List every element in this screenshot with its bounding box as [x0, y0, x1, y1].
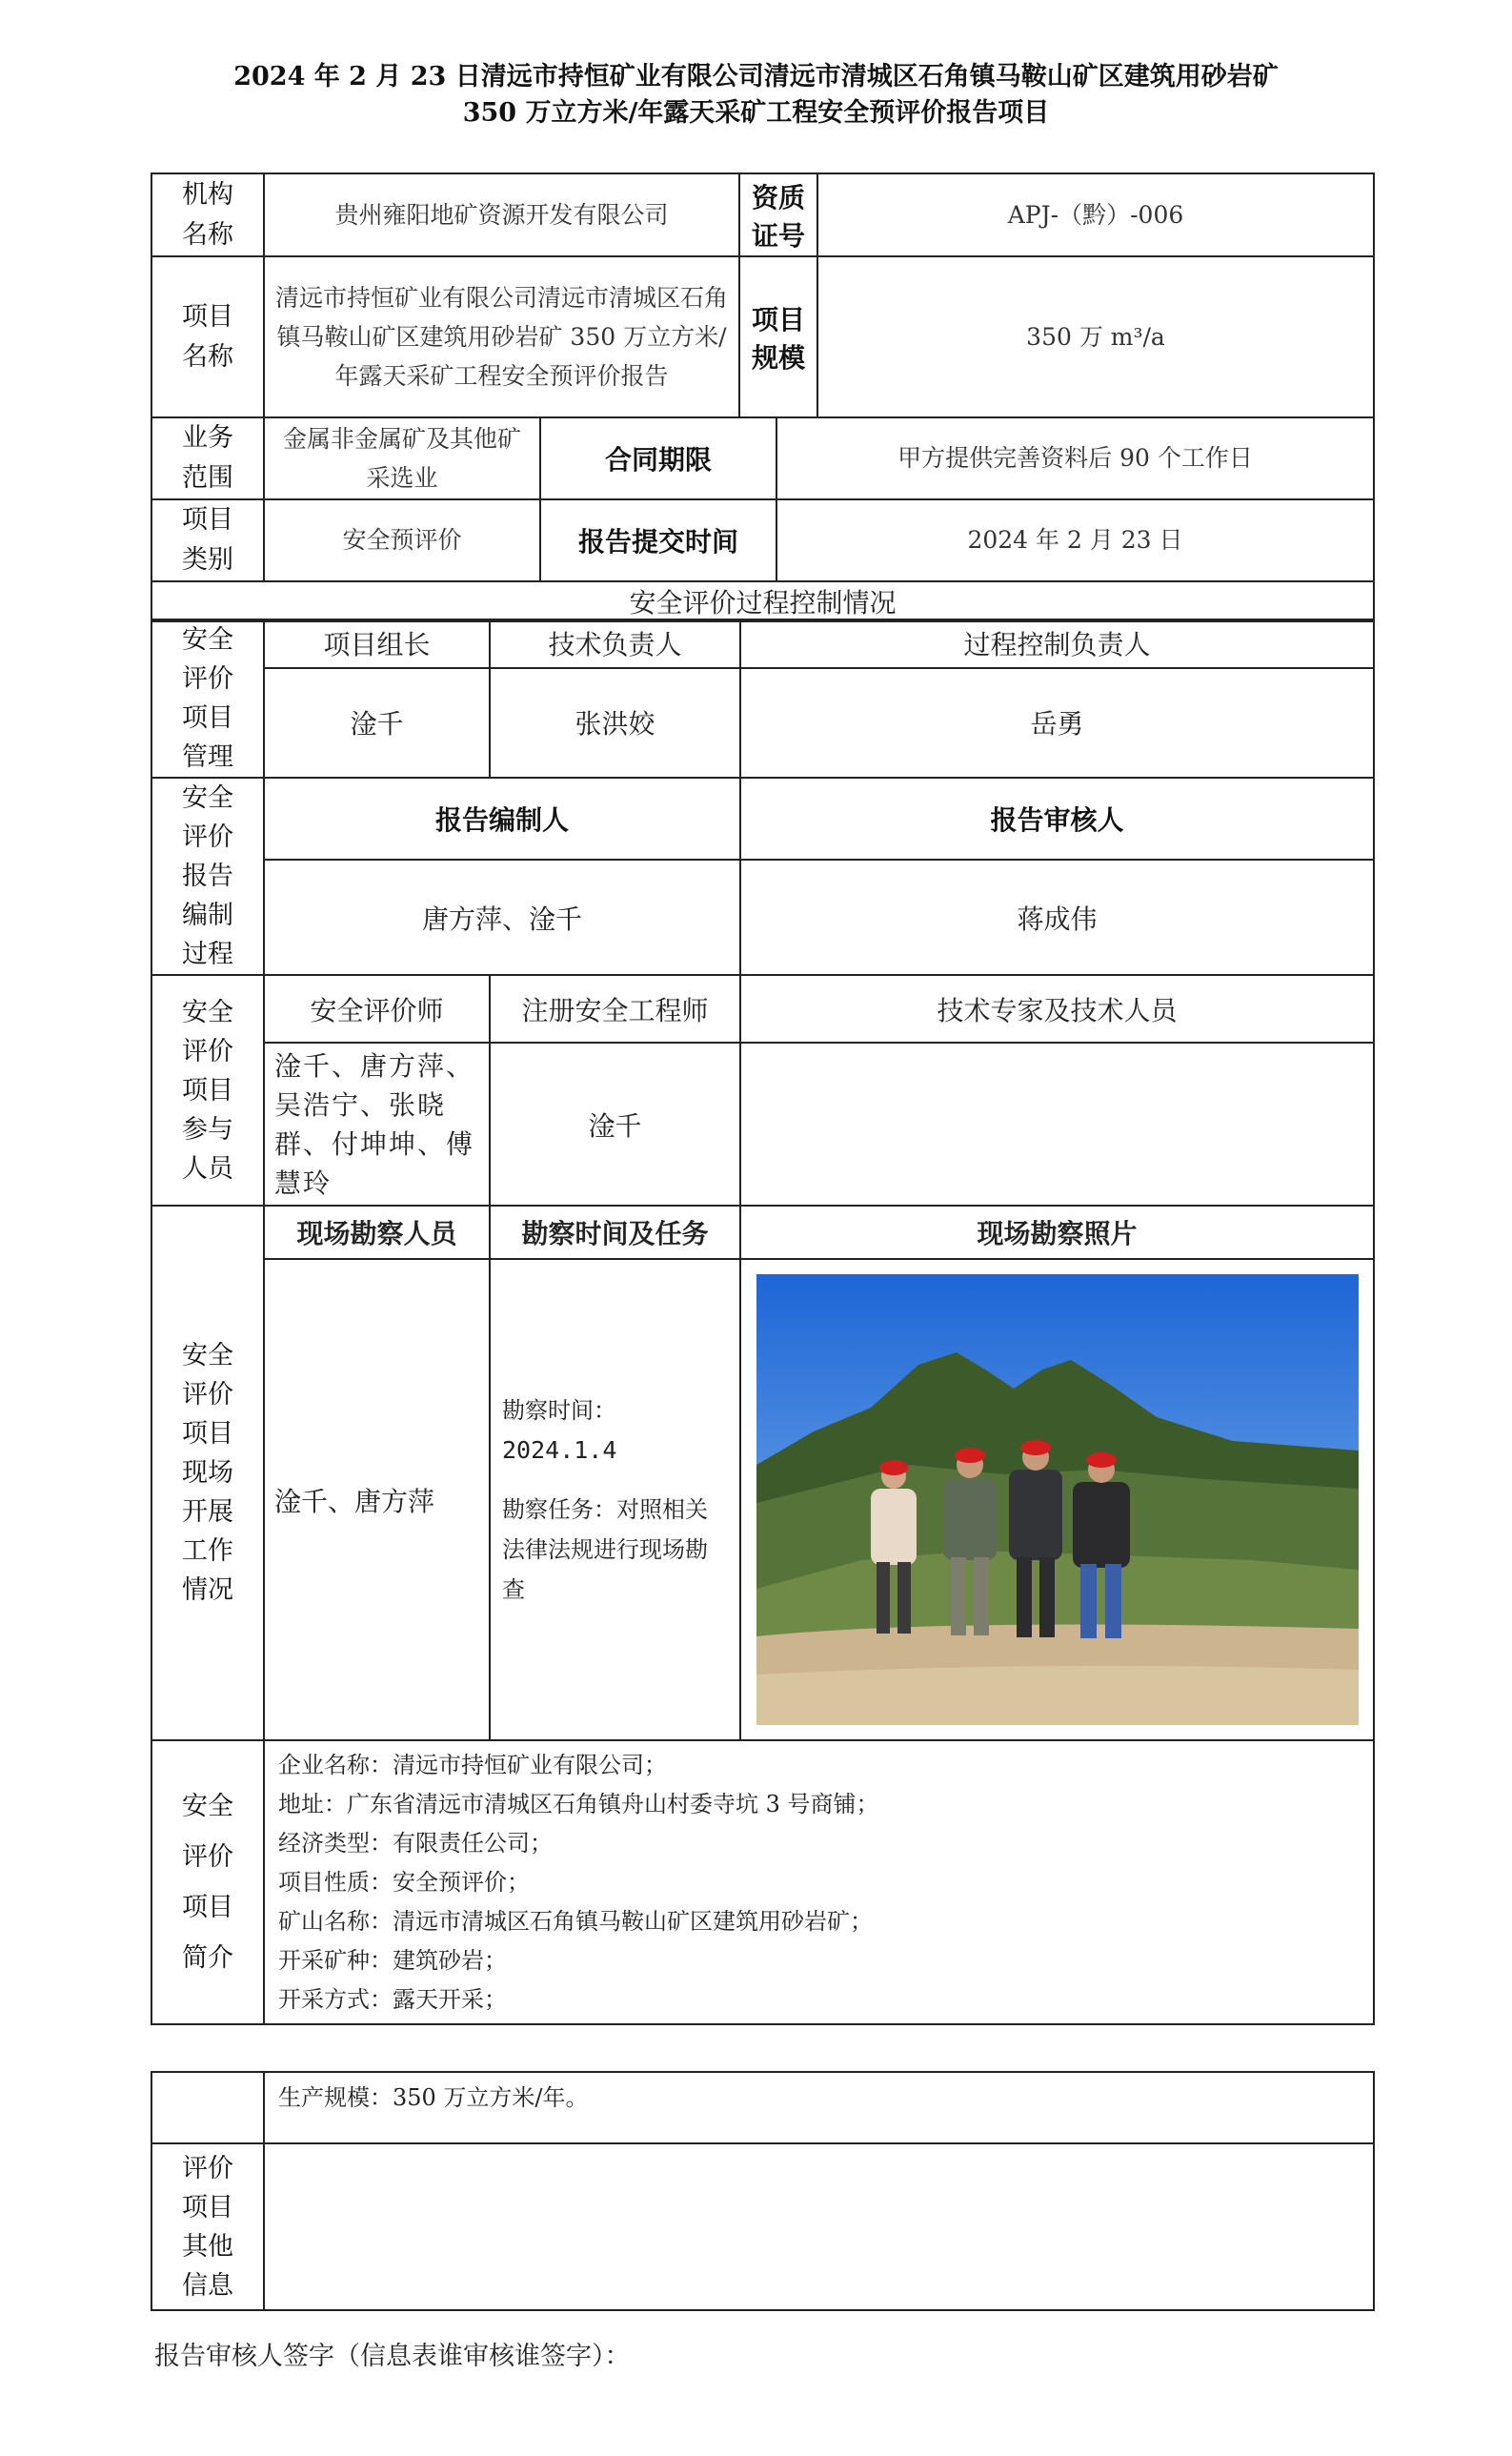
site-time-cell	[490, 1259, 740, 1740]
production-line: 生产规模：350 万立方米/年。	[278, 2084, 589, 2111]
management-leader: 淦千	[264, 668, 490, 778]
compile-reviewer: 蒋成伟	[740, 860, 1374, 975]
info-table-2	[151, 416, 1375, 622]
cert-value: APJ-（黔）-006	[817, 173, 1374, 256]
business-label: 业务 范围	[151, 417, 264, 499]
summary-line: 项目性质：安全预评价；	[278, 1868, 530, 1896]
cert-label-text: 资质证号	[752, 181, 806, 252]
continuation-blank	[151, 2072, 264, 2143]
summary-line: 开采矿种：建筑砂岩；	[278, 1946, 507, 1974]
site-staff-header: 现场勘察人员	[264, 1206, 490, 1259]
site-photo-cell	[740, 1259, 1374, 1740]
summary-line: 地址：广东省清远市清城区石角镇舟山村委寺坑 3 号商铺；	[278, 1790, 879, 1817]
site-time-value: 2024.1.4	[502, 1435, 617, 1464]
process-title: 安全评价过程控制情况	[151, 581, 1374, 621]
site-task: 勘察任务：对照相关法律法规进行现场勘查	[502, 1495, 708, 1603]
participants-evaluator-header: 安全评价师	[264, 975, 490, 1043]
management-leader-header: 项目组长	[264, 619, 490, 668]
management-tech: 张洪姣	[490, 668, 740, 778]
contract-label: 合同期限	[540, 417, 776, 499]
participants-expert-header: 技术专家及技术人员	[740, 975, 1374, 1043]
process-table	[151, 619, 1375, 2025]
category-value: 安全预评价	[264, 499, 540, 581]
management-control: 岳勇	[740, 668, 1374, 778]
management-label: 安全 评价 项目 管理	[151, 619, 264, 778]
site-staff: 淦千、唐方萍	[264, 1259, 490, 1740]
site-survey-photo	[756, 1274, 1359, 1725]
participants-engineer: 淦千	[490, 1043, 740, 1206]
summary-line: 经济类型：有限责任公司；	[278, 1829, 553, 1857]
other-info-label: 评价 项目 其他 信息	[151, 2143, 264, 2310]
site-label: 安全 评价 项目 现场 开展 工作 情况	[151, 1206, 264, 1740]
business-value: 金属非金属矿及其他矿采选业	[264, 417, 540, 499]
site-time-label: 勘察时间：	[502, 1396, 616, 1424]
submit-value: 2024 年 2 月 23 日	[776, 499, 1374, 581]
compile-label: 安全 评价 报告 编制 过程	[151, 778, 264, 975]
project-value: 清远市持恒矿业有限公司清远市清城区石角镇马鞍山矿区建筑用砂岩矿 350 万立方米/年露天采矿工程安全预评价报告	[264, 256, 739, 417]
project-label: 项目 名称	[151, 256, 264, 417]
summary-line: 企业名称：清远市持恒矿业有限公司；	[278, 1751, 667, 1778]
production-cell	[264, 2072, 1374, 2143]
continuation-table	[151, 2071, 1375, 2311]
compile-author-header: 报告编制人	[264, 778, 740, 860]
summary-line: 矿山名称：清远市清城区石角镇马鞍山矿区建筑用砂岩矿；	[278, 1907, 873, 1935]
scale-label: 项目规模	[739, 256, 817, 417]
summary-list	[264, 1740, 1374, 2024]
summary-label: 安全 评价 项目 简介	[151, 1740, 264, 2024]
cert-label	[739, 173, 817, 256]
other-info-value	[264, 2143, 1374, 2310]
reviewer-signature-line: 报告审核人签字（信息表谁审核谁签字）：	[154, 2342, 631, 2371]
scale-value: 350 万 m³/a	[817, 256, 1374, 417]
participants-expert	[740, 1043, 1374, 1206]
org-label: 机构 名称	[151, 173, 264, 256]
document-title-line1: 2024 年 2 月 23 日清远市持恒矿业有限公司清远市清城区石角镇马鞍山矿区建筑用砂岩矿	[233, 62, 1279, 91]
submit-label: 报告提交时间	[540, 499, 776, 581]
participants-engineer-header: 注册安全工程师	[490, 975, 740, 1043]
org-value: 贵州雍阳地矿资源开发有限公司	[264, 173, 739, 256]
contract-value: 甲方提供完善资料后 90 个工作日	[776, 417, 1374, 499]
category-label: 项目 类别	[151, 499, 264, 581]
summary-line: 开采方式：露天开采；	[278, 1985, 507, 2013]
management-tech-header: 技术负责人	[490, 619, 740, 668]
participants-evaluators: 淦千、唐方萍、吴浩宁、张晓群、付坤坤、傅慧玲	[264, 1043, 490, 1206]
compile-reviewer-header: 报告审核人	[740, 778, 1374, 860]
info-table	[151, 173, 1375, 418]
participants-label: 安全 评价 项目 参与 人员	[151, 975, 264, 1206]
document-title-line2: 350 万立方米/年露天采矿工程安全预评价报告项目	[462, 98, 1050, 128]
site-time-header: 勘察时间及任务	[490, 1206, 740, 1259]
site-photo-header: 现场勘察照片	[740, 1206, 1374, 1259]
compile-author: 唐方萍、淦千	[264, 860, 740, 975]
management-control-header: 过程控制负责人	[740, 619, 1374, 668]
